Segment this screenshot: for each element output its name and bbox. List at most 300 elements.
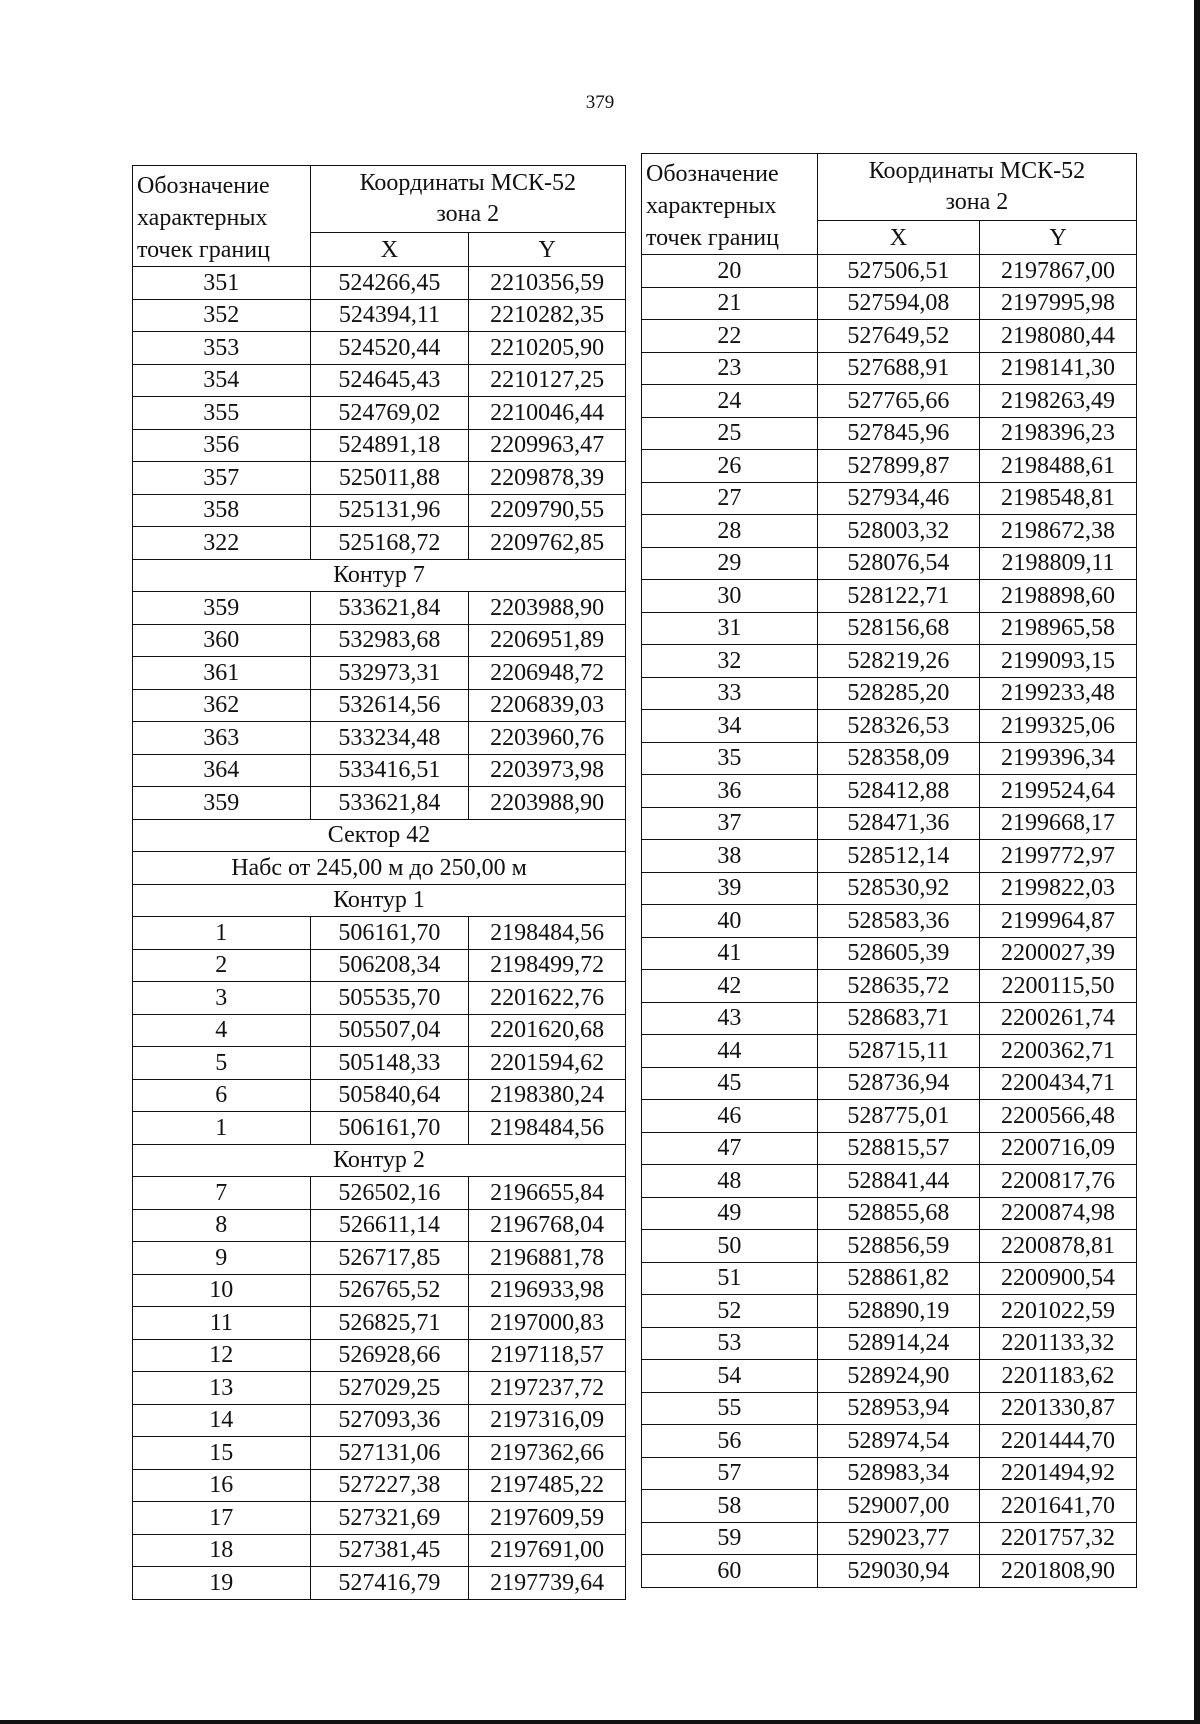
table-row [133,1307,626,1340]
x-coordinate-cell: 528775,01 [817,1100,979,1133]
x-coordinate-cell: 532983,68 [310,624,469,657]
x-coordinate-cell: 528890,19 [817,1295,979,1328]
sector-heading: Сектор 42 [133,819,626,852]
table-row [133,299,626,332]
table-row [133,1242,626,1275]
table-row [642,580,1137,613]
x-coordinate-cell: 526825,71 [310,1307,469,1340]
table-row [133,1534,626,1567]
x-coordinate-cell: 528683,71 [817,1002,979,1035]
point-id-cell: 11 [133,1307,311,1340]
table-row [133,1079,626,1112]
y-coordinate-cell: 2209878,39 [469,462,626,495]
table-row [642,1262,1137,1295]
point-id-cell: 19 [133,1567,311,1600]
y-coordinate-cell: 2210046,44 [469,397,626,430]
contour-row [133,884,626,917]
y-coordinate-cell: 2198898,60 [980,580,1137,613]
y-coordinate-cell: 2201133,32 [980,1327,1137,1360]
y-coordinate-cell: 2200362,71 [980,1035,1137,1068]
header-designation-line: точек границ [646,225,779,251]
y-coordinate-cell: 2198488,61 [980,450,1137,483]
y-coordinate-cell: 2203960,76 [469,722,626,755]
y-coordinate-cell: 2199093,15 [980,645,1137,678]
coordinates-table-right [641,153,1137,1588]
y-coordinate-cell: 2200261,74 [980,1002,1137,1035]
page-number: 379 [585,92,615,113]
table-row [642,1165,1137,1198]
y-coordinate-cell: 2201594,62 [469,1047,626,1080]
x-coordinate-cell: 525131,96 [310,494,469,527]
x-coordinate-cell: 528855,68 [817,1197,979,1230]
x-coordinate-cell: 533621,84 [310,592,469,625]
point-id-cell: 362 [133,689,311,722]
table-row [133,462,626,495]
table-row [642,1002,1137,1035]
point-id-cell: 58 [642,1490,818,1523]
table-row [133,917,626,950]
table-row [133,1502,626,1535]
table-row [642,1360,1137,1393]
point-id-cell: 7 [133,1177,311,1210]
table-row [642,482,1137,515]
y-coordinate-cell: 2199396,34 [980,742,1137,775]
table-row [642,677,1137,710]
x-coordinate-cell: 524520,44 [310,332,469,365]
table-body-right [642,255,1137,1588]
table-row [133,982,626,1015]
table-row [133,1014,626,1047]
table-row [642,645,1137,678]
point-id-cell: 359 [133,592,311,625]
y-coordinate-cell: 2201494,92 [980,1457,1137,1490]
x-coordinate-cell: 528076,54 [817,547,979,580]
point-id-cell: 44 [642,1035,818,1068]
table-row [133,527,626,560]
y-coordinate-cell: 2201757,32 [980,1522,1137,1555]
y-coordinate-cell: 2198263,49 [980,385,1137,418]
y-coordinate-cell: 2209762,85 [469,527,626,560]
y-coordinate-cell: 2198809,11 [980,547,1137,580]
y-coordinate-cell: 2199822,03 [980,872,1137,905]
point-id-cell: 13 [133,1372,311,1405]
x-coordinate-cell: 505148,33 [310,1047,469,1080]
x-coordinate-cell: 527765,66 [817,385,979,418]
point-id-cell: 43 [642,1002,818,1035]
y-coordinate-cell: 2200817,76 [980,1165,1137,1198]
y-coordinate-cell: 2197995,98 [980,287,1137,320]
point-id-cell: 53 [642,1327,818,1360]
y-coordinate-cell: 2198672,38 [980,515,1137,548]
x-coordinate-cell: 526928,66 [310,1339,469,1372]
x-coordinate-cell: 527321,69 [310,1502,469,1535]
y-coordinate-cell: 2196768,04 [469,1209,626,1242]
x-coordinate-cell: 529023,77 [817,1522,979,1555]
y-coordinate-cell: 2200115,50 [980,970,1137,1003]
y-coordinate-cell: 2206839,03 [469,689,626,722]
point-id-cell: 17 [133,1502,311,1535]
point-id-cell: 45 [642,1067,818,1100]
y-coordinate-cell: 2199233,48 [980,677,1137,710]
point-id-cell: 360 [133,624,311,657]
y-coordinate-cell: 2198380,24 [469,1079,626,1112]
x-coordinate-cell: 506161,70 [310,1112,469,1145]
y-coordinate-cell: 2197000,83 [469,1307,626,1340]
point-id-cell: 30 [642,580,818,613]
point-id-cell: 352 [133,299,311,332]
x-coordinate-cell: 527131,06 [310,1437,469,1470]
table-row [133,494,626,527]
table-row [133,397,626,430]
y-coordinate-cell: 2197362,66 [469,1437,626,1470]
point-id-cell: 34 [642,710,818,743]
y-coordinate-cell: 2200566,48 [980,1100,1137,1133]
y-coordinate-cell: 2196933,98 [469,1274,626,1307]
point-id-cell: 27 [642,482,818,515]
contour-heading: Контур 1 [133,884,626,917]
header-coordinates [310,166,625,233]
point-id-cell: 32 [642,645,818,678]
x-coordinate-cell: 529030,94 [817,1555,979,1588]
x-coordinate-cell: 527416,79 [310,1567,469,1600]
x-coordinate-cell: 505840,64 [310,1079,469,1112]
table-row [642,612,1137,645]
point-id-cell: 2 [133,949,311,982]
point-id-cell: 10 [133,1274,311,1307]
point-id-cell: 353 [133,332,311,365]
point-id-cell: 351 [133,267,311,300]
point-id-cell: 59 [642,1522,818,1555]
point-id-cell: 47 [642,1132,818,1165]
y-coordinate-cell: 2197609,59 [469,1502,626,1535]
x-coordinate-cell: 528715,11 [817,1035,979,1068]
x-coordinate-cell: 528358,09 [817,742,979,775]
table-row [642,970,1137,1003]
y-coordinate-cell: 2197739,64 [469,1567,626,1600]
x-coordinate-cell: 525011,88 [310,462,469,495]
point-id-cell: 26 [642,450,818,483]
point-id-cell: 50 [642,1230,818,1263]
scan-edge-right [1194,0,1200,1724]
header-designation-line: характерных [137,205,268,231]
y-coordinate-cell: 2197485,22 [469,1469,626,1502]
y-coordinate-cell: 2200874,98 [980,1197,1137,1230]
x-coordinate-cell: 526765,52 [310,1274,469,1307]
y-coordinate-cell: 2199524,64 [980,775,1137,808]
x-coordinate-cell: 528156,68 [817,612,979,645]
x-coordinate-cell: 528003,32 [817,515,979,548]
point-id-cell: 4 [133,1014,311,1047]
point-id-cell: 9 [133,1242,311,1275]
header-designation [642,154,818,255]
point-id-cell: 358 [133,494,311,527]
table-row [133,1177,626,1210]
x-coordinate-cell: 526611,14 [310,1209,469,1242]
x-coordinate-cell: 527381,45 [310,1534,469,1567]
header-designation-line: Обозначение [137,173,270,199]
y-coordinate-cell: 2199325,06 [980,710,1137,743]
x-coordinate-cell: 527845,96 [817,417,979,450]
y-coordinate-cell: 2206948,72 [469,657,626,690]
y-coordinate-cell: 2200900,54 [980,1262,1137,1295]
table-row [133,332,626,365]
y-coordinate-cell: 2201330,87 [980,1392,1137,1425]
point-id-cell: 25 [642,417,818,450]
scan-edge-bottom [0,1720,1200,1724]
point-id-cell: 356 [133,429,311,462]
y-coordinate-cell: 2209963,47 [469,429,626,462]
point-id-cell: 28 [642,515,818,548]
point-id-cell: 15 [133,1437,311,1470]
y-coordinate-cell: 2210282,35 [469,299,626,332]
table-row [133,429,626,462]
x-coordinate-cell: 533416,51 [310,754,469,787]
table-row [133,267,626,300]
table-row [133,754,626,787]
point-id-cell: 359 [133,787,311,820]
y-coordinate-cell: 2197237,72 [469,1372,626,1405]
table-row [133,1209,626,1242]
point-id-cell: 29 [642,547,818,580]
y-coordinate-cell: 2196655,84 [469,1177,626,1210]
x-coordinate-cell: 528861,82 [817,1262,979,1295]
y-coordinate-cell: 2197118,57 [469,1339,626,1372]
y-coordinate-cell: 2206951,89 [469,624,626,657]
table-row [642,287,1137,320]
x-coordinate-cell: 525168,72 [310,527,469,560]
table-row [642,937,1137,970]
y-coordinate-cell: 2198548,81 [980,482,1137,515]
table-row [642,1555,1137,1588]
x-coordinate-cell: 528412,88 [817,775,979,808]
sector-row [133,819,626,852]
table-row [133,1339,626,1372]
point-id-cell: 8 [133,1209,311,1242]
table-row [642,417,1137,450]
point-id-cell: 48 [642,1165,818,1198]
y-coordinate-cell: 2200716,09 [980,1132,1137,1165]
point-id-cell: 41 [642,937,818,970]
point-id-cell: 49 [642,1197,818,1230]
x-coordinate-cell: 527227,38 [310,1469,469,1502]
y-coordinate-cell: 2210356,59 [469,267,626,300]
y-coordinate-cell: 2209790,55 [469,494,626,527]
point-id-cell: 22 [642,320,818,353]
coordinates-table-left [132,165,626,1600]
x-coordinate-cell: 528953,94 [817,1392,979,1425]
x-coordinate-cell: 527934,46 [817,482,979,515]
x-coordinate-cell: 528512,14 [817,840,979,873]
table-row [642,1230,1137,1263]
x-coordinate-cell: 524645,43 [310,364,469,397]
point-id-cell: 3 [133,982,311,1015]
y-coordinate-cell: 2201022,59 [980,1295,1137,1328]
x-coordinate-cell: 532973,31 [310,657,469,690]
x-coordinate-cell: 528219,26 [817,645,979,678]
point-id-cell: 46 [642,1100,818,1133]
x-coordinate-cell: 526717,85 [310,1242,469,1275]
point-id-cell: 5 [133,1047,311,1080]
point-id-cell: 31 [642,612,818,645]
point-id-cell: 57 [642,1457,818,1490]
contour-heading: Контур 7 [133,559,626,592]
header-designation [133,166,311,267]
x-coordinate-cell: 528841,44 [817,1165,979,1198]
x-coordinate-cell: 528122,71 [817,580,979,613]
y-coordinate-cell: 2198141,30 [980,352,1137,385]
x-coordinate-cell: 524891,18 [310,429,469,462]
x-coordinate-cell: 528924,90 [817,1360,979,1393]
y-coordinate-cell: 2200878,81 [980,1230,1137,1263]
x-coordinate-cell: 528736,94 [817,1067,979,1100]
table-row [642,872,1137,905]
table-row [133,787,626,820]
x-coordinate-cell: 524266,45 [310,267,469,300]
point-id-cell: 364 [133,754,311,787]
table-row [133,624,626,657]
table-row [642,255,1137,288]
x-coordinate-cell: 528605,39 [817,937,979,970]
y-coordinate-cell: 2201622,76 [469,982,626,1015]
point-id-cell: 354 [133,364,311,397]
point-id-cell: 37 [642,807,818,840]
table-row [642,1392,1137,1425]
point-id-cell: 6 [133,1079,311,1112]
point-id-cell: 18 [133,1534,311,1567]
table-row [642,1327,1137,1360]
table-row [642,1457,1137,1490]
x-coordinate-cell: 527594,08 [817,287,979,320]
table-row [642,1100,1137,1133]
table-row [133,1404,626,1437]
y-coordinate-cell: 2201183,62 [980,1360,1137,1393]
x-coordinate-cell: 506208,34 [310,949,469,982]
table-row [133,1112,626,1145]
table-body-left [133,267,626,1600]
table-row [642,320,1137,353]
y-coordinate-cell: 2201641,70 [980,1490,1137,1523]
point-id-cell: 36 [642,775,818,808]
table-row [642,1522,1137,1555]
table-row [133,1372,626,1405]
point-id-cell: 54 [642,1360,818,1393]
table-row [133,689,626,722]
y-coordinate-cell: 2197316,09 [469,1404,626,1437]
x-coordinate-cell: 527688,91 [817,352,979,385]
table-row [133,657,626,690]
x-coordinate-cell: 532614,56 [310,689,469,722]
x-coordinate-cell: 528635,72 [817,970,979,1003]
table-row [133,1437,626,1470]
point-id-cell: 12 [133,1339,311,1372]
x-coordinate-cell: 527093,36 [310,1404,469,1437]
table-row [642,742,1137,775]
table-row [642,1132,1137,1165]
point-id-cell: 33 [642,677,818,710]
x-coordinate-cell: 529007,00 [817,1490,979,1523]
table-row [642,1425,1137,1458]
table-row [133,1047,626,1080]
table-row [133,1469,626,1502]
y-coordinate-cell: 2198965,58 [980,612,1137,645]
table-row [642,385,1137,418]
y-coordinate-cell: 2196881,78 [469,1242,626,1275]
header-y: Y [980,221,1137,255]
header-x: X [817,221,979,255]
point-id-cell: 35 [642,742,818,775]
x-coordinate-cell: 524394,11 [310,299,469,332]
y-coordinate-cell: 2198080,44 [980,320,1137,353]
header-designation-line: характерных [646,193,777,219]
table-row [642,1490,1137,1523]
table-row [642,807,1137,840]
x-coordinate-cell: 526502,16 [310,1177,469,1210]
y-coordinate-cell: 2198396,23 [980,417,1137,450]
header-x: X [310,233,469,267]
x-coordinate-cell: 528471,36 [817,807,979,840]
x-coordinate-cell: 528856,59 [817,1230,979,1263]
point-id-cell: 38 [642,840,818,873]
table-row [642,547,1137,580]
table-row [642,710,1137,743]
y-coordinate-cell: 2197867,00 [980,255,1137,288]
y-coordinate-cell: 2201808,90 [980,1555,1137,1588]
y-coordinate-cell: 2198484,56 [469,917,626,950]
x-coordinate-cell: 528974,54 [817,1425,979,1458]
y-coordinate-cell: 2199668,17 [980,807,1137,840]
y-coordinate-cell: 2203988,90 [469,592,626,625]
table-row [133,949,626,982]
point-id-cell: 361 [133,657,311,690]
contour-row [133,559,626,592]
table-row [642,352,1137,385]
header-y: Y [469,233,626,267]
y-coordinate-cell: 2200434,71 [980,1067,1137,1100]
point-id-cell: 55 [642,1392,818,1425]
x-coordinate-cell: 533621,84 [310,787,469,820]
point-id-cell: 16 [133,1469,311,1502]
point-id-cell: 60 [642,1555,818,1588]
point-id-cell: 355 [133,397,311,430]
header-coordinates [817,154,1136,221]
point-id-cell: 14 [133,1404,311,1437]
x-coordinate-cell: 528815,57 [817,1132,979,1165]
y-coordinate-cell: 2199964,87 [980,905,1137,938]
x-coordinate-cell: 527029,25 [310,1372,469,1405]
point-id-cell: 1 [133,1112,311,1145]
table-row [642,775,1137,808]
table-row [642,1295,1137,1328]
x-coordinate-cell: 528530,92 [817,872,979,905]
point-id-cell: 1 [133,917,311,950]
point-id-cell: 20 [642,255,818,288]
y-coordinate-cell: 2203988,90 [469,787,626,820]
point-id-cell: 40 [642,905,818,938]
x-coordinate-cell: 524769,02 [310,397,469,430]
point-id-cell: 51 [642,1262,818,1295]
x-coordinate-cell: 505535,70 [310,982,469,1015]
y-coordinate-cell: 2210205,90 [469,332,626,365]
header-designation-line: точек границ [137,237,270,263]
point-id-cell: 52 [642,1295,818,1328]
point-id-cell: 24 [642,385,818,418]
point-id-cell: 56 [642,1425,818,1458]
table-row [133,364,626,397]
x-coordinate-cell: 527899,87 [817,450,979,483]
table-row [642,840,1137,873]
header-coordinates-zone: зона 2 [945,189,1009,215]
sector-heading: Набс от 245,00 м до 250,00 м [133,852,626,885]
